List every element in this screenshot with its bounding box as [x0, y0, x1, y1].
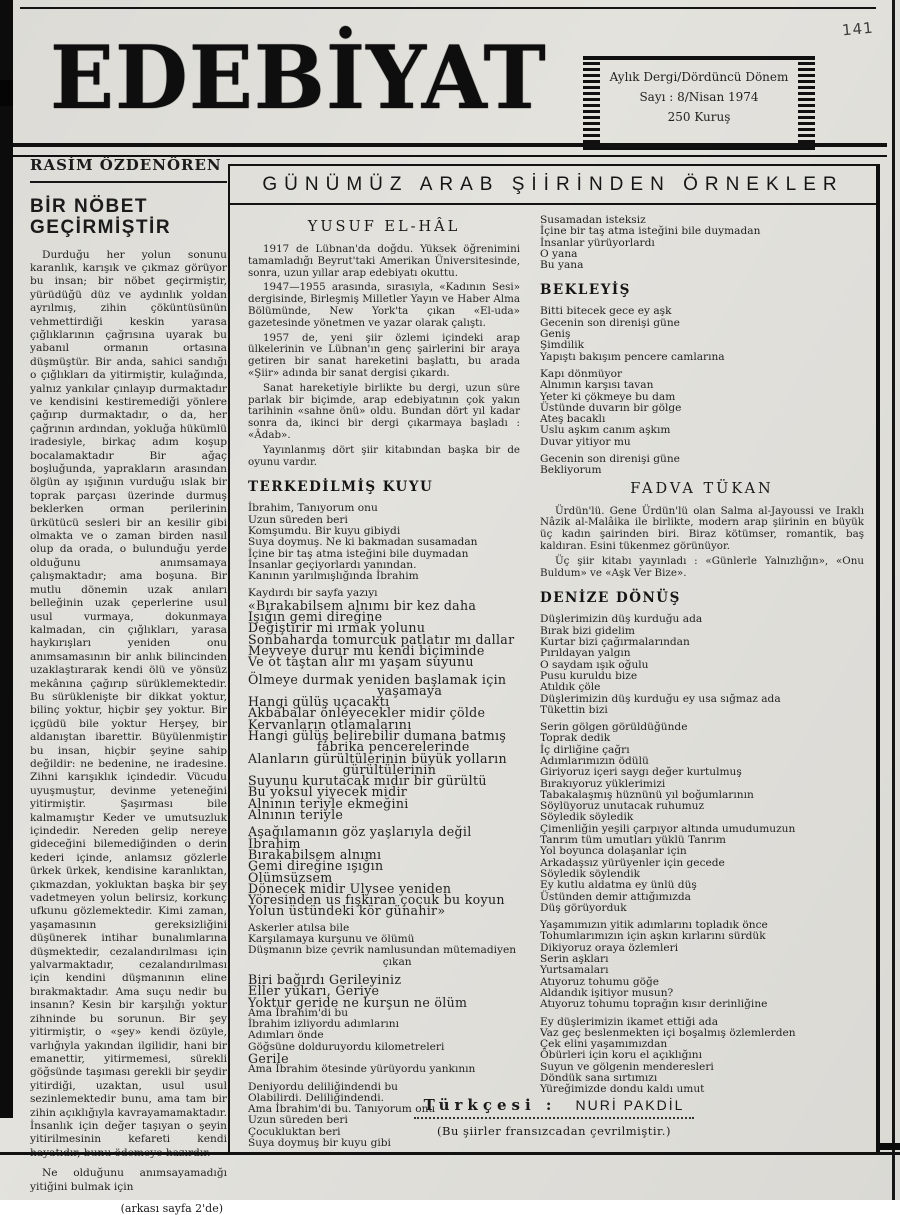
pl-item: Yurtsamaları	[540, 964, 609, 977]
continuation-note: (arkası sayfa 2'de)	[120, 1201, 223, 1215]
pl-item: Üstünde duvarın bir gölge	[540, 401, 682, 414]
pl-item: Düşmanın bize çevrik namlusundan mütemadiyen	[248, 944, 517, 957]
pl-item: Akbabalar önleyecekler midir çölde	[248, 705, 486, 721]
pl-item: Uzun süreden beri	[248, 513, 348, 526]
left-article-column	[30, 156, 227, 1215]
poet-bio-fadva	[540, 506, 864, 580]
pl-item: Olabilirdi. Deliliğindendi.	[248, 1091, 385, 1104]
pl-item: Eller yukarı, Geriye	[248, 983, 380, 999]
pl-item: Biri bağırdı Gerileyiniz	[248, 971, 402, 987]
pl-item: Söyledik söylendik	[540, 867, 641, 880]
pl-item: Komşumdu. Bir kuyu gibiydi	[248, 524, 401, 537]
poem-title-terkedilmis-kuyu: TERKEDİLMİŞ KUYU	[248, 479, 434, 496]
hatch-border-left	[583, 62, 600, 144]
pl-item: Serin aşkları	[540, 953, 609, 966]
pl-item: Kurtar bizi çağırmalarından	[540, 636, 690, 649]
pl-item: Alanların gürültülerinin büyük yolların	[248, 750, 507, 766]
scan-edge-left	[0, 0, 13, 1118]
pl-item: Kervanların otlamalarını	[248, 716, 412, 732]
pl-item: Suya doymuş bir kuyu gibi	[248, 1137, 391, 1150]
para-item: Sanat hareketiyle birlikte bu dergi, uzun süre parlak bir biçimde, arap edebiyatının çok yakın tarihinin «sahne önü» oldu. Bundan dört yıl kadar sonra da, ikinci bir dergi çıkarmaya başladı : «Âdab».	[248, 381, 520, 441]
pl-item: İbrahim izliyordu adımlarını	[248, 1018, 400, 1031]
translator-credit	[414, 1096, 695, 1119]
pl-item: Ey kutlu aldatma ey ünlü düş	[540, 879, 697, 892]
pl-item: Bırakabilsem alnımı	[248, 846, 382, 862]
translation-footnote: (Bu şiirler fransızcadan çevrilmiştir.)	[437, 1124, 671, 1138]
pl-item: Çimenliğin yeşili çarpıyor altında umudumuzun	[540, 822, 796, 835]
pl-item: İçine bir taş atma isteğini bile duymadan	[540, 225, 761, 238]
issue-number-date: Sayı : 8/Nisan 1974	[639, 89, 759, 104]
pl-item: İç dirliğine çağrı	[540, 743, 630, 756]
pl-item: fabrika pencerelerinde	[248, 739, 470, 755]
pl-item: Kapı dönmüyor	[540, 367, 623, 380]
pl-item: İnsanlar geçiyorlardı yanından.	[248, 558, 417, 571]
feature-column-right	[540, 215, 864, 1113]
pl-item: Düşlerimizin düş kurduğu ada	[540, 613, 703, 626]
pl-item: İnsanlar yürüyorlardı	[540, 236, 655, 249]
poem-terkedilmis-kuyu	[248, 503, 520, 1149]
pl-item: Yöresinden us fışkıran çocuk bu koyun	[248, 892, 505, 908]
poet-name-fadva-tukan: FADVA TÜKAN	[630, 480, 774, 497]
pl-item: Duvar yitiyor mu	[540, 435, 631, 448]
poem-title-bekleyis: BEKLEYİŞ	[540, 282, 631, 299]
para-item: 1957 de, yeni şiir özlemi içindeki arap ülkelerinin ve Lübnan'ın genç şairlerini bir araya getiren bir sanat hareketini başlattı, bu arada «Şiir» adında bir sanat dergisi çıkardı.	[248, 331, 520, 379]
pl-item: Pırıldayan yalgın	[540, 647, 631, 660]
pl-item: Yapıştı bakışım pencere camlarına	[540, 350, 725, 363]
pl-item: Bırak bizi gidelim	[540, 624, 635, 637]
pl-item: Gecenin son direnişi güne	[540, 316, 680, 329]
pl-item: O saydam ışık oğulu	[540, 658, 649, 671]
pl-item: Yüreğimizde dondu kaldı umut	[540, 1083, 705, 1096]
pl-item: İbrahim, Tanıyorum onu	[248, 502, 378, 515]
scan-artifact	[877, 1143, 900, 1150]
pl-item: Tabakalaşmış hüznünü yıl boğumlarının	[540, 788, 754, 801]
poem-denize-donus	[540, 614, 864, 1095]
article-title: BİR NÖBET GEÇİRMİŞTİR	[30, 196, 172, 239]
pl-item: Söylüyoruz unutacak ruhumuz	[540, 800, 705, 813]
pl-item: Ama İbrahim'di bu. Tanıyorum onu	[248, 1103, 436, 1116]
masthead-title: EDEBİYAT	[50, 26, 547, 129]
pl-item: Düşlerimizin düş kurduğu ey usa sığmaz ada	[540, 692, 781, 705]
pl-item: Deniyordu deliliğindendi bu	[248, 1080, 398, 1093]
pl-item: Yolun üstündeki kör günahir»	[248, 903, 446, 919]
pl-item: Çek elini yaşamımızdan	[540, 1038, 668, 1051]
pl-item: Alnının teriyle	[248, 807, 344, 823]
pl-item: Adımları önde	[248, 1029, 324, 1042]
pl-item: Meyveye durur mu kendi biçiminde	[248, 642, 485, 658]
pl-item: Düş görüyorduk	[540, 901, 627, 914]
pl-item: Toprak dedik	[540, 732, 611, 745]
pl-item: Bekliyorum	[540, 464, 602, 477]
pl-item: çıkan	[248, 955, 412, 968]
feature-box	[228, 164, 880, 1153]
pl-item: Suyun ve gölgenin menderesleri	[540, 1060, 714, 1073]
pl-item: Kanının yarılmışlığında İbrahim	[248, 570, 419, 583]
pl-item: Söyledik söyledik	[540, 811, 634, 824]
pl-item: Değiştirir mi ırmak yolunu	[248, 620, 426, 636]
pl-item: Aldandık işitiyor musun?	[540, 986, 674, 999]
poet-name-yusuf-el-hal: YUSUF EL-HÂL	[307, 219, 461, 235]
pl-item: Pusu kuruldu bize	[540, 669, 638, 682]
hatch-border-right	[798, 62, 815, 144]
pl-item: Yaşamımızın yitik adımlarını topladık önce	[540, 919, 768, 932]
article-body	[30, 249, 227, 1194]
pl-item: Ve ot taştan alır mı yaşam suyunu	[248, 654, 474, 670]
pl-item: Atıldık çöle	[540, 681, 601, 694]
poem-title-denize-donus: DENİZE DÖNÜŞ	[540, 590, 681, 607]
pl-item: Giriyoruz içeri saygı değer kurtulmuş	[540, 766, 742, 779]
article-author: RASİM ÖZDENÖREN	[30, 156, 227, 183]
pl-item: Vaz geç beslenmekten içi boşalmış özlemlerden	[540, 1026, 796, 1039]
pl-item: İçine bir taş atma isteğini bile duymadan	[248, 547, 469, 560]
para-item: 1917 de Lübnan'da doğdu. Yüksek öğrenimini tamamladığı Beyrut'taki Amerikan Üniversitesinde, sonra, uzun yıllar arap edebiyatı okuttu.	[248, 243, 520, 279]
pl-item: Çocukluktan beri	[248, 1125, 341, 1138]
pl-item: Bırakıyoruz yüklerimizi	[540, 777, 666, 790]
poet-bio-yusuf	[248, 244, 520, 468]
pl-item: Susamadan isteksiz	[540, 214, 646, 226]
para-item: Durduğu her yolun sonunu karanlık, karışık ve çıkmaz görüyor bu insan; bir nöbet geçirmiştir, yürüdüğü düz ve aydınlık yoldan ayrılmış, zihin çöküntüsünün vehmettirdiği keskin yarasa çığlıklarının çağrısına uyarak bu yabanıl ormanın ortasına düşmüştür. Bir anda, sahici sandığı o çığlıkları da yitirmiştir, kulağında, yalnız yankılar çınlayıp durmaktadır ve kendisini kestiremediği yönlere çağırıp durmaktadır, o da, her çağrının ardından, yokluğa hükümlü iradesiyle, birkaç adım koşup bocalamaktadır Bir ağaç boşluğunda, yaprakların arasından ölgün ay ışığının vurduğu ıslak bir toprak parçası üzerinde durmuş beklerken orman perilerinin ürkütücü sesleri bir an kesilir gibi olmakta ve o zaman birden nasıl olup da orada, o bulunduğu yerde olduğunu anımsamaya çalışmaktadır; ama boşuna. Bir mutlu dönemin uzak anıları belleğinin uzak çeperlerine usul usul vurmaya, dokunmaya kalmadan, cin çığlıkları, yarasa haykırışları yeniden onu anımsamasının bir anlık bilincinden uzaklaştırarak kendi ölü ve yönsüz mekânına çağırıp sürüklemektedir. Bu sürüklenişte bir dikkat yoktur, bilinç yoktur, hiçbir şey yoktur. Bir içgüdü bile yoktur Herşey, bir aldanıştan ibarettir. Büyülenmiştir bu insan, hiçbir şeyine sahip değildir: ne bedenine, ne iradesine. Zihni karışıklık içindedir. Vücudu uyuşmuştur, devinme yeteneğini yitirmiştir. Şaşırması bile kalmamıştır Keder ve umutsuzluk içindedir. Nereden gelip nereye gideceğini bilemediğinden o derin kederi içinde, anlamsız gözlerle ürkek ürkek, kendisine karanlıktan, çıkmazdan, yokluktan başka bir şey vadetmeyen yolun belirsiz, korkunç ufkunu gözlemektedir. Kimi zaman, yaşamasının gereksizliğini düşünerek intihar bunalımlarına düşmektedir, cezalandırılması için yalvarmaktadır, cezalandırılması için kendini düşmanının eline bırakmaktadır. Ama suçu nedir bu insanın? Kesin bir karşılığı yoktur zihninde bu sorunun. Bir şey yitirmiştir, o «şey» kendi özüyle, varlığıyla yakından ilgilidir, hani bir emanettir, yitirmemesi, sürekli göğsünde taşıması gerekli bir şeydir yitirdiği, uzaktan, usul usul sezinlemektedir bunu, ama tam bir zihin açıklığıyla kavrayamamaktadır. İnsanlık için değer taşıyan o şeyin yitirilmesinin kefareti kendi	[30, 248, 227, 1146]
pl-item: Geniş	[540, 328, 571, 341]
pl-item: Ölümsüzsem	[248, 869, 333, 885]
issue-info-text	[603, 68, 795, 127]
pl-item: Işığın gemi direğine	[248, 609, 383, 625]
pl-item: Dönecek midir Ulysee yeniden	[248, 880, 452, 896]
pl-item: Tanrım tüm umutları yüklü Tanrım	[540, 834, 726, 847]
pl-item: Askerler atılsa bile	[248, 921, 350, 934]
scan-edge-top	[20, 7, 876, 9]
masthead-divider-rule	[13, 143, 887, 157]
pl-item: Öbürleri için koru el açıklığını	[540, 1049, 703, 1062]
para-item: Yayınlanmış dört şiir kitabından başka bir de oyunu vardır.	[248, 443, 520, 468]
pl-item: Dikiyoruz oraya özlemleri	[540, 941, 679, 954]
pl-item: Ama İbrahim ötesinde yürüyordu yankının	[248, 1063, 476, 1076]
pl-item: Döndük sana sırtımızı	[540, 1072, 658, 1084]
pl-item: Göğsüne dolduruyordu kilometreleri	[248, 1040, 445, 1053]
translator-name: NURİ PAKDİL	[575, 1097, 685, 1113]
pl-item: Üstünden demir attığımızda	[540, 890, 691, 903]
pl-item: Ölmeye durmak yeniden başlamak için	[248, 671, 507, 687]
translator-label: Türkçesi :	[423, 1096, 557, 1114]
pl-item: Ey düşlerimizin ikamet ettiği ada	[540, 1015, 719, 1028]
pl-item: Suya doymuş. Ne ki bakmadan susamadan	[248, 536, 478, 549]
scan-edge-right	[892, 0, 895, 1200]
pl-item: Yol boyunca dolaşanlar için	[540, 845, 687, 858]
feature-footer	[230, 1091, 878, 1138]
pl-item: Alnımın karşısı tavan	[540, 379, 654, 392]
pl-item: Atıyoruz tohumu toprağın kısır derinliğine	[540, 998, 768, 1011]
pl-item: Hangi gülüş belirebilir dumana batmış	[248, 727, 507, 743]
pl-item: Kaydırdı bir sayfa yazıyı	[248, 587, 378, 600]
pl-item: Aşağılamanın göz yaşlarıyla değil İbrahim	[248, 824, 476, 851]
para-item: Ne olduğunu anımsayamadığı yitiğini bulmak için	[30, 1167, 227, 1193]
pl-item: Ateş bacaklı	[540, 413, 606, 426]
pl-item: Tohumlarımızın için aşkın kırlarını sürdük	[540, 930, 766, 943]
pl-item: Ama İbrahim'di bu	[248, 1006, 349, 1019]
pl-item: Gerile	[248, 1051, 289, 1066]
pl-item: Sonbaharda tomurcuk patlatır mı dallar	[248, 631, 515, 647]
pl-item: Bu yoksul yiyecek midir	[248, 784, 408, 800]
pl-item: Şimdilik	[540, 339, 585, 352]
pl-item: Hangi gülüş uçacaktı	[248, 694, 390, 710]
poem-carryover-lines	[540, 215, 864, 271]
scan-artifact	[0, 80, 13, 106]
para-item: Ürdün'lü. Gene Ürdün'lü olan Salma al-Jayoussi ve Iraklı Nâzik al-Malâika ile birlikte, modern arap şiirinin en büyük üç kadın şairinden biri. Biraz kötümser, romantik, baş kaldıran. Esini tükenmez görünüyor.	[540, 504, 864, 553]
pl-item: Uzun süreden beri	[248, 1114, 348, 1127]
pl-item: Bitti bitecek gece ey aşk	[540, 305, 672, 318]
feature-title: GÜNÜMÜZ ARAB ŞİİRİNDEN ÖRNEKLER	[230, 166, 876, 205]
issue-period: Aylık Dergi/Dördüncü Dönem	[609, 70, 789, 84]
pl-item: Karşılamaya kurşunu ve ölümü	[248, 933, 415, 946]
pl-item: Adımlarımızın ödülü	[540, 754, 649, 767]
pl-item: Gemi direğine ışığın	[248, 858, 384, 874]
pl-item: Serin gölgen görüldüğünde	[540, 721, 688, 734]
pl-item: Yeter ki çökmeye bu dam	[540, 390, 676, 403]
pl-item: Atıyoruz tohumu göğe	[540, 975, 660, 988]
pl-item: Suyunu kurutacak mıdır bir gürültü	[248, 773, 487, 789]
pl-item: Gecenin son direnişi güne	[540, 453, 680, 466]
poem-bekleyis	[540, 306, 864, 476]
issue-price: 250 Kuruş	[667, 109, 731, 124]
issue-info-box	[583, 56, 815, 150]
pl-item: Yoktur geride ne kurşun ne ölüm	[248, 994, 468, 1010]
bottom-rule	[0, 1152, 900, 1155]
pl-item: yaşamaya	[248, 682, 443, 698]
pl-item: Tükettin bizi	[540, 703, 608, 716]
para-item: 1947—1955 arasında, sırasıyla, «Kadının Sesi» dergisinde, Birleşmiş Milletler Yayın ve Haber Alma Bölümünde, New York'ta çıkan «El-uda» gazetesinde yönetmen ve yazar olarak çalıştı.	[248, 281, 520, 329]
handwritten-page-number: 141	[841, 18, 875, 40]
pl-item: Uslu aşkım canım aşkım	[540, 424, 671, 437]
pl-item: Alnının teriyle ekmeğini	[248, 795, 409, 811]
feature-column-left	[248, 215, 520, 1150]
pl-item: O yana	[540, 247, 578, 260]
pl-item: Bu yana	[540, 259, 584, 272]
para-item: Üç şiir kitabı yayınladı : «Günlerle Yalnızlığın», «Onu Buldum» ve «Aşk Ver Bize».	[540, 554, 864, 579]
pl-item: Arkadaşsız yürüyenler için gecede	[540, 856, 725, 869]
pl-item: gürültülerinin	[248, 761, 437, 777]
pl-item: «Bırakabilsem alnımı bir kez daha	[248, 597, 477, 613]
